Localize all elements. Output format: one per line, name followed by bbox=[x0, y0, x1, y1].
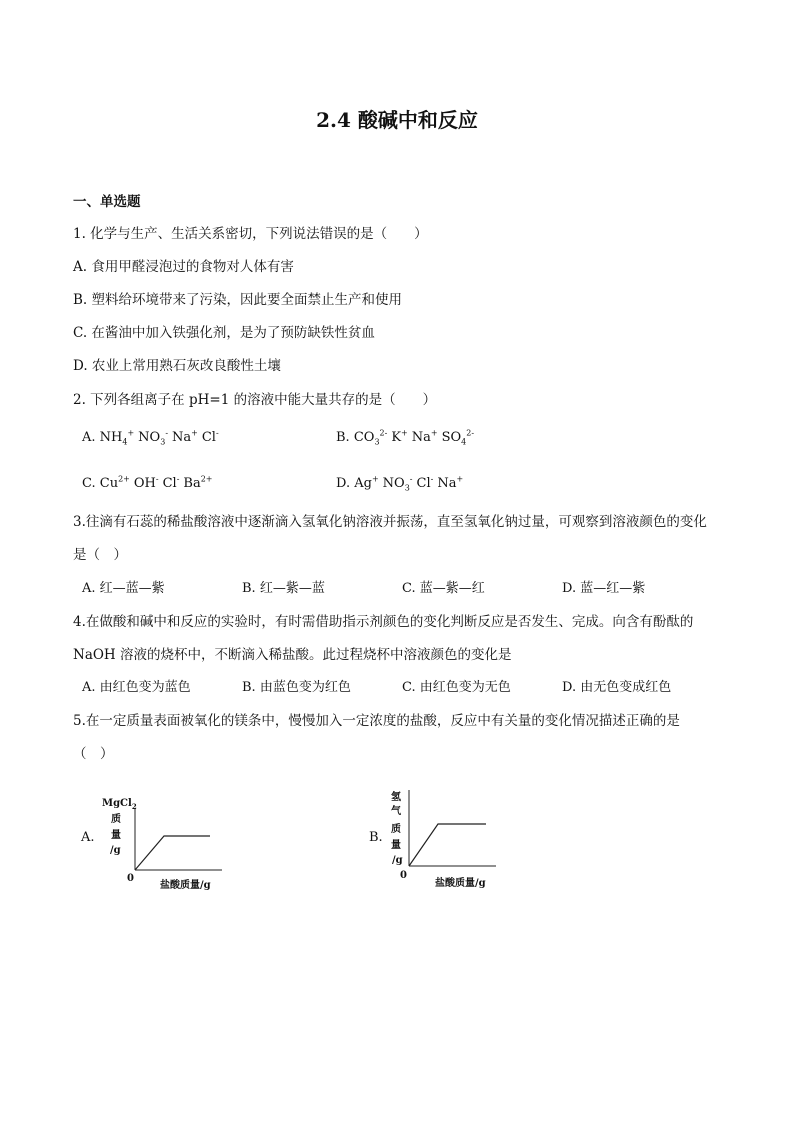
graph-b-origin: 0 bbox=[400, 870, 407, 881]
ion-formula: $CO_3^{2-}$ bbox=[353, 428, 388, 447]
page-title: 2.4 酸碱中和反应 bbox=[316, 108, 478, 132]
q1-stem: 1. 化学与生产、生活关系密切，下列说法错误的是（ ） bbox=[73, 226, 428, 242]
q3-stem-line1: 3.往滴有石蕊的稀盐酸溶液中逐渐滴入氢氧化钠溶液并振荡，直至氢氧化钠过量，可观察到溶液颜色的变化 bbox=[73, 514, 707, 530]
graph-a-origin: 0 bbox=[127, 873, 134, 884]
ion-formula: $Cu^{2+}$ bbox=[99, 474, 130, 491]
graph-b-curve bbox=[409, 824, 486, 866]
q1-option-a: A. 食用甲醛浸泡过的食物对人体有害 bbox=[73, 259, 294, 275]
q5-graph-b bbox=[386, 782, 516, 894]
q2-option-d bbox=[336, 474, 467, 494]
ion-formula: Cl- bbox=[201, 428, 219, 445]
q5-option-a-letter: A. bbox=[81, 830, 95, 845]
graph-b-ylabel-2: 气 bbox=[391, 806, 401, 817]
q1-option-d: D. 农业上常用熟石灰改良酸性土壤 bbox=[73, 358, 281, 374]
option-letter: D. bbox=[336, 476, 355, 491]
ion-formula: $SO_4^{2-}$ bbox=[441, 428, 475, 447]
ion-formula: Cl- bbox=[162, 474, 180, 491]
ion-formula: $NH_4^+$ bbox=[99, 428, 135, 447]
graph-b-ylabel-4: 量 bbox=[391, 840, 401, 851]
graph-b-xlabel: 盐酸质量/g bbox=[435, 878, 486, 889]
q2-option-a bbox=[82, 428, 223, 448]
q3-option-a: A. 红—蓝—紫 bbox=[82, 581, 165, 596]
q3-stem-line2: 是（ ） bbox=[73, 547, 127, 563]
q4-option-d: D. 由无色变成红色 bbox=[562, 680, 672, 695]
ion-formula: K+ bbox=[391, 428, 408, 445]
ion-formula: $NO_3^-$ bbox=[382, 474, 413, 493]
graph-b-ylabel-3: 质 bbox=[391, 824, 401, 835]
section-heading: 一、单选题 bbox=[73, 194, 141, 210]
graph-a-curve bbox=[135, 836, 210, 870]
ion-formula: $NO_3^-$ bbox=[138, 428, 169, 447]
graph-a-ylabel-2: 量 bbox=[111, 830, 121, 841]
q3-option-d: D. 蓝—红—紫 bbox=[562, 581, 646, 596]
option-letter: B. bbox=[336, 430, 354, 445]
ion-formula: Ag+ bbox=[354, 474, 379, 491]
q2-stem: 2. 下列各组离子在 pH=1 的溶液中能大量共存的是（ ） bbox=[73, 392, 437, 408]
ion-formula: OH- bbox=[133, 474, 159, 491]
graph-a-ylabel-1: 质 bbox=[111, 814, 121, 825]
q5-stem-line1: 5.在一定质量表面被氧化的镁条中，慢慢加入一定浓度的盐酸，反应中有关量的变化情况描述正确的是 bbox=[73, 713, 680, 729]
q3-option-b: B. 红—紫—蓝 bbox=[242, 581, 325, 596]
q2-option-b bbox=[336, 428, 478, 448]
ion-formula: Na+ bbox=[437, 474, 464, 491]
option-letter: A. bbox=[82, 430, 100, 445]
q3-option-c: C. 蓝—紫—红 bbox=[402, 581, 485, 596]
q4-stem-line1: 4.在做酸和碱中和反应的实验时，有时需借助指示剂颜色的变化判断反应是否发生、完成。向含有酚酞的 bbox=[73, 614, 694, 630]
ion-formula: Na+ bbox=[411, 428, 438, 445]
ion-formula: Na+ bbox=[172, 428, 198, 445]
q4-option-a: A. 由红色变为蓝色 bbox=[82, 680, 191, 695]
option-letter: C. bbox=[82, 476, 100, 491]
graph-a-xlabel: 盐酸质量/g bbox=[160, 880, 211, 891]
q5-stem-line2: （ ） bbox=[73, 746, 114, 762]
graph-a-ylabel-3: /g bbox=[110, 845, 121, 856]
graph-a-ylabel-top: MgCl$_2$ bbox=[102, 798, 137, 811]
graph-b-ylabel-5: /g bbox=[392, 855, 403, 866]
graph-b-ylabel-1: 氢 bbox=[391, 792, 401, 803]
q4-option-c: C. 由红色变为无色 bbox=[402, 680, 511, 695]
q4-option-b: B. 由蓝色变为红色 bbox=[242, 680, 351, 695]
q4-stem-line2: NaOH 溶液的烧杯中，不断滴入稀盐酸。此过程烧杯中溶液颜色的变化是 bbox=[73, 647, 512, 663]
q1-option-b: B. 塑料给环境带来了污染，因此要全面禁止生产和使用 bbox=[73, 292, 403, 308]
q2-option-c bbox=[82, 474, 217, 494]
q5-option-b-letter: B. bbox=[369, 830, 383, 845]
ion-formula: $Ba^{2+}$ bbox=[183, 474, 213, 491]
q1-option-c: C. 在酱油中加入铁强化剂，是为了预防缺铁性贫血 bbox=[73, 325, 375, 341]
q5-graph-a bbox=[98, 782, 228, 894]
ion-formula: Cl- bbox=[416, 474, 434, 491]
